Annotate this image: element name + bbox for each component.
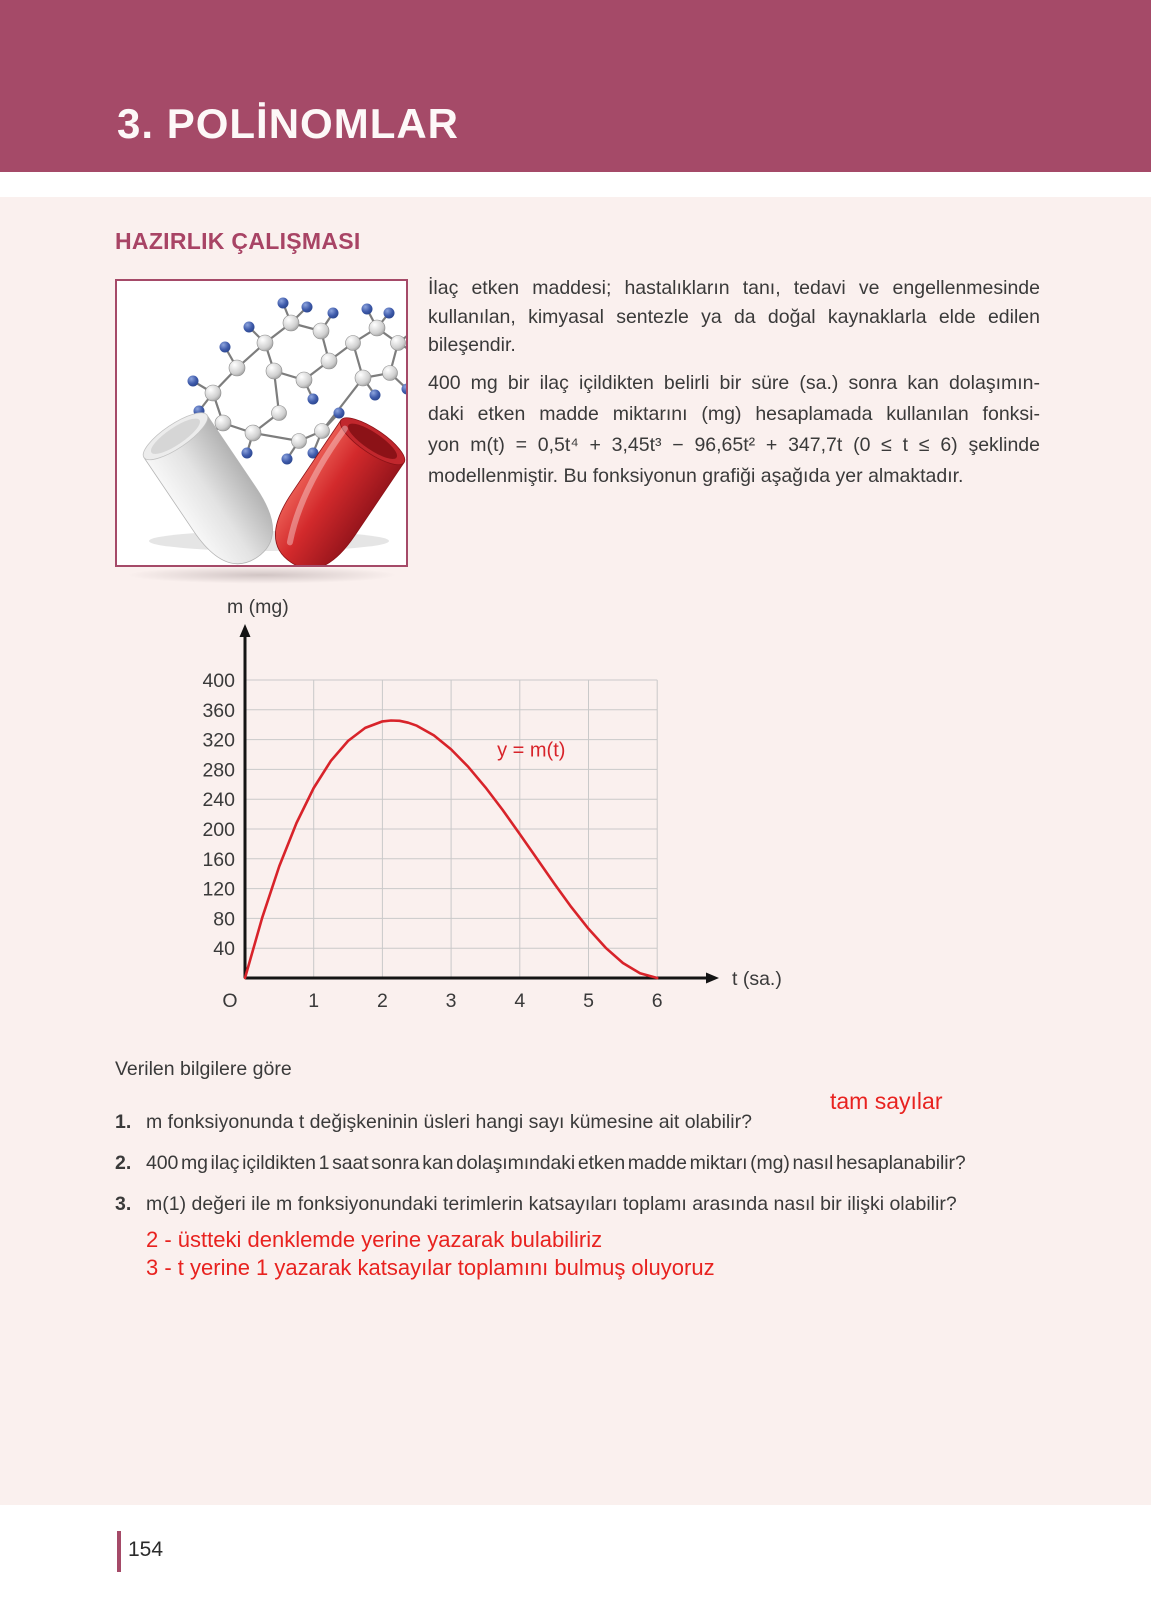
x-tick-label: 1 (308, 990, 320, 1012)
paragraph-line: bileşendir. (428, 334, 516, 356)
question-number: 3. (115, 1193, 132, 1215)
page-title: 3. POLİNOMLAR (117, 100, 460, 147)
y-tick-label: 320 (202, 729, 235, 752)
paragraph-line: modellenmiştir. Bu fonksiyonun grafiği aşağıda yer almaktadır. (428, 464, 964, 487)
y-tick-label: 40 (213, 938, 235, 961)
question-text: m(1) değeri ile m fonksiyonundaki terimlerin katsayıları toplamı arasında nasıl bir ilişki olabilir? (146, 1193, 957, 1215)
y-tick-label: 280 (202, 759, 235, 782)
question-text: m fonksiyonunda t değişkeninin üsleri hangi sayı kümesine ait olabilir? (146, 1111, 752, 1133)
question-item-2 (115, 1151, 1045, 1175)
intro-text (428, 274, 1040, 492)
page-number-accent-bar (117, 1531, 121, 1572)
x-tick-label: 6 (651, 990, 663, 1012)
illustration-frame (115, 279, 408, 567)
y-tick-label: 240 (202, 789, 235, 812)
section-heading: HAZIRLIK ÇALIŞMASI (115, 228, 361, 254)
y-axis-arrow (240, 624, 251, 637)
question-item-3 (115, 1192, 1045, 1216)
paragraph-line: kullanılan, kimyasal sentezle ya da doğal kaynaklarla elde edilen (428, 305, 1040, 328)
page-number: 154 (128, 1538, 164, 1561)
capsule-molecule-illustration (117, 281, 406, 565)
intro-paragraph-2 (428, 368, 1040, 492)
x-tick-label: 2 (376, 990, 388, 1012)
x-tick-label: 5 (583, 990, 594, 1012)
paragraph-line: yon m(t) = 0,5t⁴ + 3,45t³ − 96,65t² + 347,7t (0 ≤ t ≤ 6) şeklinde (428, 433, 1040, 456)
y-tick-label: 120 (202, 878, 235, 901)
handwritten-answer-2: 2 - üstteki denklemde yerine yazarak bulabiliriz (146, 1227, 603, 1252)
x-tick-label: 3 (445, 990, 457, 1012)
question-number: 1. (115, 1111, 132, 1133)
origin-label: O (222, 990, 238, 1012)
y-tick-label: 400 (202, 670, 235, 692)
paragraph-line: 400 mg bir ilaç içildikten belirli bir süre (sa.) sonra kan dolaşımın- (428, 371, 1040, 394)
handwritten-answer-3: 3 - t yerine 1 yazarak katsayılar toplamını bulmuş oluyoruz (146, 1255, 715, 1280)
handwritten-answers (146, 1226, 715, 1282)
handwritten-answer-1: tam sayılar (830, 1088, 943, 1114)
x-axis-arrow (706, 973, 719, 984)
question-list (115, 1110, 1045, 1233)
chart-canvas (170, 575, 830, 1025)
paragraph-line: daki etken madde miktarını (mg) hesaplamada kullanılan fonksi- (428, 402, 1040, 425)
paragraph-line: İlaç etken maddesi; hastalıkların tanı, tedavi ve engellenmesinde (428, 277, 1040, 299)
question-number: 2. (115, 1152, 132, 1174)
x-axis-label: t (sa.) (732, 968, 782, 990)
drug-curve-chart (170, 575, 830, 1025)
intro-paragraph-1 (428, 274, 1040, 360)
y-tick-label: 160 (202, 848, 235, 871)
x-tick-label: 4 (514, 990, 526, 1012)
chapter-header-band (0, 0, 1151, 172)
series-label: y = m(t) (497, 739, 566, 762)
questions-lead: Verilen bilgilere göre (115, 1058, 292, 1080)
y-tick-label: 360 (202, 699, 235, 722)
question-text: 400 mg ilaç içildikten 1 saat sonra kan dolaşımındaki etken madde miktarı (mg) nasıl hesaplanabilir? (146, 1152, 966, 1174)
y-tick-label: 80 (213, 908, 235, 931)
question-item-1 (115, 1110, 1045, 1134)
y-axis-label: m (mg) (227, 596, 289, 618)
y-tick-label: 200 (202, 819, 235, 841)
